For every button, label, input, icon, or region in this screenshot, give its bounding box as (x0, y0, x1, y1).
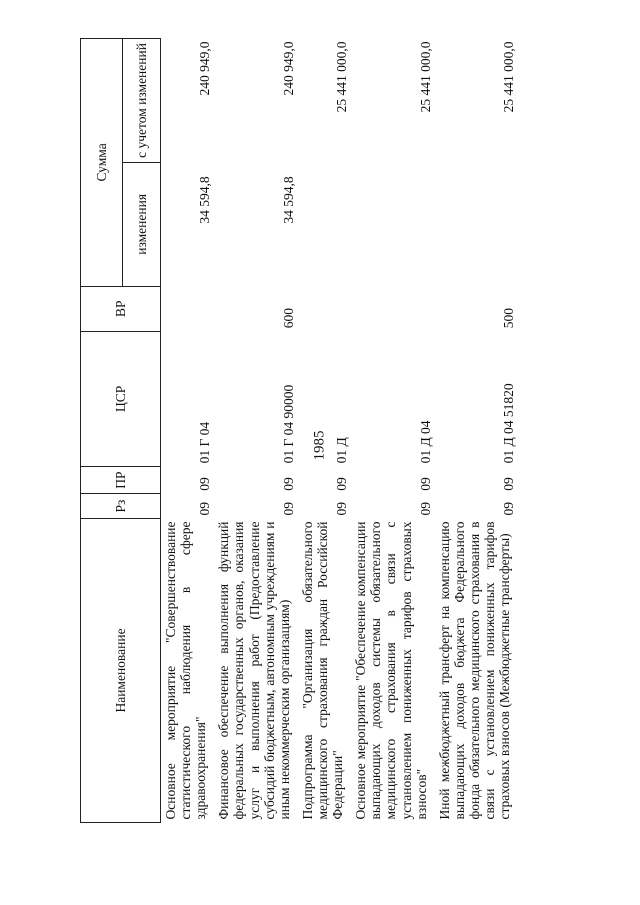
header-pr: ПР (81, 466, 161, 493)
row-csr: 01 Д 04 (417, 420, 433, 464)
row-name: Иной межбюджетный трансферт на компенсацию выпадающих доходов бюджета Федерального фонда обязательного медицинского страхования в связи с установлением пониженных тарифов страховых взносов (Межбюджетные трансферты) (436, 521, 513, 820)
row-pr: 09 (417, 477, 433, 491)
rotated-page (70, 0, 610, 835)
row-csr: 01 Г 04 (197, 421, 213, 464)
row-rz: 09 (417, 501, 433, 516)
header-sum: Сумма (81, 39, 123, 287)
row-pr: 09 (280, 477, 296, 491)
row-vr: 600 (280, 308, 296, 329)
row-change: 34 594,8 (280, 176, 296, 224)
row-vr: 500 (501, 308, 517, 329)
budget-table-frame (70, 0, 610, 835)
row-vr (298, 286, 351, 331)
row-rz: 09 (197, 501, 213, 516)
table-row (298, 39, 351, 823)
row-name: Подпрограмма "Организация обязательного медицинского страхования граждан Российской Федерации" (299, 521, 346, 820)
row-pr: 09 (197, 477, 213, 491)
row-change (351, 162, 435, 286)
header-name: Наименование (81, 518, 161, 822)
row-change (435, 162, 519, 286)
header-vr: ВР (81, 286, 161, 331)
row-vr (161, 286, 215, 331)
row-rz: 09 (280, 501, 296, 516)
row-csr: 01 Д (334, 437, 350, 464)
row-total: 240 949,0 (280, 41, 296, 96)
header-csr: ЦСР (81, 331, 161, 466)
row-total: 25 441 000,0 (417, 41, 433, 113)
table-row (351, 39, 435, 823)
row-total: 25 441 000,0 (334, 41, 350, 113)
row-total: 240 949,0 (197, 41, 213, 96)
table-row (214, 39, 298, 823)
row-name: Основное мероприятие "Обеспечение компенсации выпадающих доходов системы обязательного медицинского страхования в связи с установлением пониженных тарифов страховых взносов" (353, 521, 429, 820)
row-total: 25 441 000,0 (501, 41, 517, 113)
row-name: Финансовое обеспечение выполнения функций федеральных государственных органов, оказания услуг и выполнения работ (Предоставление субсидий бюджетным, автономным учреждениям и иным некоммерческим организациям) (216, 521, 292, 820)
row-name: Основное мероприятие "Совершенствование статистического наблюдения в сфере здравоохранения" (163, 521, 209, 820)
row-change: 34 594,8 (197, 176, 213, 224)
row-rz: 09 (334, 501, 350, 516)
row-csr: 01 Г 04 90000 (280, 384, 296, 464)
table-row (161, 39, 215, 823)
budget-table (80, 38, 518, 823)
table-row (435, 39, 519, 823)
header-change: изменения (123, 162, 161, 286)
row-csr: 01 Д 04 51820 (501, 383, 517, 464)
header-rz: Рз (81, 494, 161, 519)
row-change (298, 162, 351, 286)
row-pr: 09 (334, 477, 350, 491)
page-number: 1985 (311, 430, 328, 461)
row-vr (351, 286, 435, 331)
row-rz: 09 (501, 501, 517, 516)
header-with-changes: с учетом изменений (123, 39, 161, 163)
row-pr: 09 (501, 477, 517, 491)
